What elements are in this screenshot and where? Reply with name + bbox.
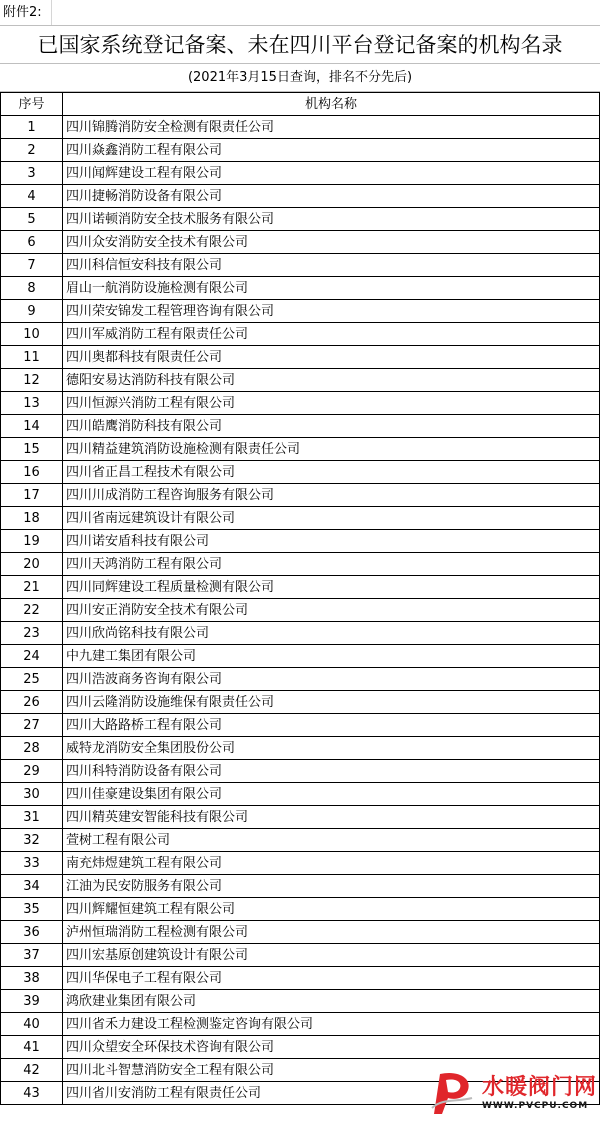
table-row: [1, 645, 600, 668]
institution-name-cell: 泸州恒瑞消防工程检测有限公司: [63, 921, 600, 944]
institution-name-cell: 四川科信恒安科技有限公司: [63, 254, 600, 277]
institution-name-cell: 威特龙消防安全集团股份公司: [63, 737, 600, 760]
table-row: [1, 553, 600, 576]
row-index-cell: 28: [1, 737, 63, 760]
institution-name-cell: 鸿欣建业集团有限公司: [63, 990, 600, 1013]
row-index-cell: 19: [1, 530, 63, 553]
row-index-cell: 13: [1, 392, 63, 415]
row-index-cell: 18: [1, 507, 63, 530]
table-row: [1, 484, 600, 507]
institution-name-cell: 四川奥都科技有限责任公司: [63, 346, 600, 369]
institution-name-cell: 四川焱鑫消防工程有限公司: [63, 139, 600, 162]
table-row: [1, 116, 600, 139]
row-index-cell: 2: [1, 139, 63, 162]
row-index-cell: 27: [1, 714, 63, 737]
institution-name-cell: 四川宏基原创建筑设计有限公司: [63, 944, 600, 967]
institution-name-cell: 四川诺顿消防安全技术服务有限公司: [63, 208, 600, 231]
row-index-cell: 21: [1, 576, 63, 599]
row-index-cell: 7: [1, 254, 63, 277]
row-index-cell: 38: [1, 967, 63, 990]
institution-name-cell: 江油为民安防服务有限公司: [63, 875, 600, 898]
institution-name-cell: 四川川成消防工程咨询服务有限公司: [63, 484, 600, 507]
table-row: [1, 208, 600, 231]
table-row: [1, 806, 600, 829]
institution-name-cell: 四川安正消防安全技术有限公司: [63, 599, 600, 622]
row-index-cell: 12: [1, 369, 63, 392]
institution-name-cell: 四川辉耀恒建筑工程有限公司: [63, 898, 600, 921]
row-index-cell: 33: [1, 852, 63, 875]
institution-name-cell: 四川华保电子工程有限公司: [63, 967, 600, 990]
table-row: [1, 1036, 600, 1059]
row-index-cell: 34: [1, 875, 63, 898]
table-row: [1, 691, 600, 714]
institution-name-cell: 四川诺安盾科技有限公司: [63, 530, 600, 553]
institution-name-cell: 四川欣尚铭科技有限公司: [63, 622, 600, 645]
row-index-cell: 24: [1, 645, 63, 668]
table-row: [1, 622, 600, 645]
institution-name-cell: 四川同辉建设工程质量检测有限公司: [63, 576, 600, 599]
institution-name-cell: 四川皓鹰消防科技有限公司: [63, 415, 600, 438]
institution-name-cell: 四川浩波商务咨询有限公司: [63, 668, 600, 691]
pipe-logo-icon: [428, 1068, 478, 1118]
institution-name-cell: 四川省正昌工程技术有限公司: [63, 461, 600, 484]
institution-name-cell: 四川精益建筑消防设施检测有限责任公司: [63, 438, 600, 461]
row-index-cell: 1: [1, 116, 63, 139]
institution-name-cell: 四川荣安锦发工程管理咨询有限公司: [63, 300, 600, 323]
institution-name-cell: 四川精英建安智能科技有限公司: [63, 806, 600, 829]
institution-name-cell: 四川省南远建筑设计有限公司: [63, 507, 600, 530]
document-subtitle: (2021年3月15日查询，排名不分先后): [0, 64, 600, 92]
document-title: 已国家系统登记备案、未在四川平台登记备案的机构名录: [0, 26, 600, 64]
row-index-cell: 11: [1, 346, 63, 369]
row-index-cell: 25: [1, 668, 63, 691]
row-index-cell: 8: [1, 277, 63, 300]
row-index-cell: 37: [1, 944, 63, 967]
institution-name-cell: 中九建工集团有限公司: [63, 645, 600, 668]
table-header-row: [1, 93, 600, 116]
row-index-cell: 30: [1, 783, 63, 806]
institution-name-cell: 德阳安易达消防科技有限公司: [63, 369, 600, 392]
institution-name-cell: 四川天鸿消防工程有限公司: [63, 553, 600, 576]
table-row: [1, 944, 600, 967]
row-index-cell: 42: [1, 1059, 63, 1082]
row-index-cell: 26: [1, 691, 63, 714]
institution-name-cell: 四川闻辉建设工程有限公司: [63, 162, 600, 185]
institution-name-cell: 四川恒源兴消防工程有限公司: [63, 392, 600, 415]
table-row: [1, 783, 600, 806]
table-row: [1, 507, 600, 530]
table-row: [1, 921, 600, 944]
table-row: [1, 829, 600, 852]
row-index-cell: 22: [1, 599, 63, 622]
table-row: [1, 990, 600, 1013]
institution-table: [0, 92, 600, 1105]
institution-name-cell: 萱树工程有限公司: [63, 829, 600, 852]
institution-name-cell: 四川省川安消防工程有限责任公司: [63, 1082, 600, 1105]
column-header-index: 序号: [1, 93, 63, 116]
institution-name-cell: 四川众安消防安全技术有限公司: [63, 231, 600, 254]
row-index-cell: 23: [1, 622, 63, 645]
table-row: [1, 185, 600, 208]
row-index-cell: 41: [1, 1036, 63, 1059]
table-row: [1, 576, 600, 599]
row-index-cell: 5: [1, 208, 63, 231]
institution-name-cell: 四川科特消防设备有限公司: [63, 760, 600, 783]
institution-name-cell: 四川北斗智慧消防安全工程有限公司: [63, 1059, 600, 1082]
attachment-empty-cell: [52, 0, 600, 25]
institution-name-cell: 四川锦腾消防安全检测有限责任公司: [63, 116, 600, 139]
row-index-cell: 29: [1, 760, 63, 783]
watermark: [428, 1063, 600, 1122]
row-index-cell: 43: [1, 1082, 63, 1105]
table-body: [1, 116, 600, 1105]
table-row: [1, 300, 600, 323]
row-index-cell: 14: [1, 415, 63, 438]
institution-name-cell: 四川众望安全环保技术咨询有限公司: [63, 1036, 600, 1059]
table-row: [1, 875, 600, 898]
row-index-cell: 6: [1, 231, 63, 254]
table-row: [1, 714, 600, 737]
table-row: [1, 737, 600, 760]
table-row: [1, 254, 600, 277]
table-row: [1, 231, 600, 254]
table-row: [1, 668, 600, 691]
row-index-cell: 17: [1, 484, 63, 507]
table-row: [1, 530, 600, 553]
institution-name-cell: 四川大路路桥工程有限公司: [63, 714, 600, 737]
table-row: [1, 346, 600, 369]
table-row: [1, 599, 600, 622]
institution-name-cell: 四川佳豪建设集团有限公司: [63, 783, 600, 806]
row-index-cell: 9: [1, 300, 63, 323]
watermark-site-name: 水暖阀门网: [482, 1074, 598, 1100]
institution-name-cell: 四川军威消防工程有限责任公司: [63, 323, 600, 346]
watermark-url: WWW.PVCPU.COM: [482, 1100, 589, 1111]
attachment-row: [0, 0, 600, 26]
table-row: [1, 461, 600, 484]
table-row: [1, 415, 600, 438]
table-row: [1, 967, 600, 990]
row-index-cell: 3: [1, 162, 63, 185]
table-row: [1, 760, 600, 783]
table-row: [1, 323, 600, 346]
column-header-name: 机构名称: [63, 93, 600, 116]
table-row: [1, 392, 600, 415]
institution-name-cell: 眉山一航消防设施检测有限公司: [63, 277, 600, 300]
table-row: [1, 369, 600, 392]
table-row: [1, 139, 600, 162]
attachment-label: 附件2:: [0, 0, 52, 25]
institution-name-cell: 四川捷畅消防设备有限公司: [63, 185, 600, 208]
table-row: [1, 898, 600, 921]
institution-name-cell: 南充炜煜建筑工程有限公司: [63, 852, 600, 875]
row-index-cell: 10: [1, 323, 63, 346]
row-index-cell: 32: [1, 829, 63, 852]
row-index-cell: 4: [1, 185, 63, 208]
row-index-cell: 36: [1, 921, 63, 944]
row-index-cell: 15: [1, 438, 63, 461]
row-index-cell: 39: [1, 990, 63, 1013]
table-row: [1, 162, 600, 185]
row-index-cell: 40: [1, 1013, 63, 1036]
row-index-cell: 35: [1, 898, 63, 921]
table-row: [1, 852, 600, 875]
institution-name-cell: 四川省禾力建设工程检测鉴定咨询有限公司: [63, 1013, 600, 1036]
institution-name-cell: 四川云隆消防设施维保有限责任公司: [63, 691, 600, 714]
row-index-cell: 31: [1, 806, 63, 829]
table-row: [1, 277, 600, 300]
row-index-cell: 16: [1, 461, 63, 484]
row-index-cell: 20: [1, 553, 63, 576]
table-row: [1, 1013, 600, 1036]
table-row: [1, 438, 600, 461]
